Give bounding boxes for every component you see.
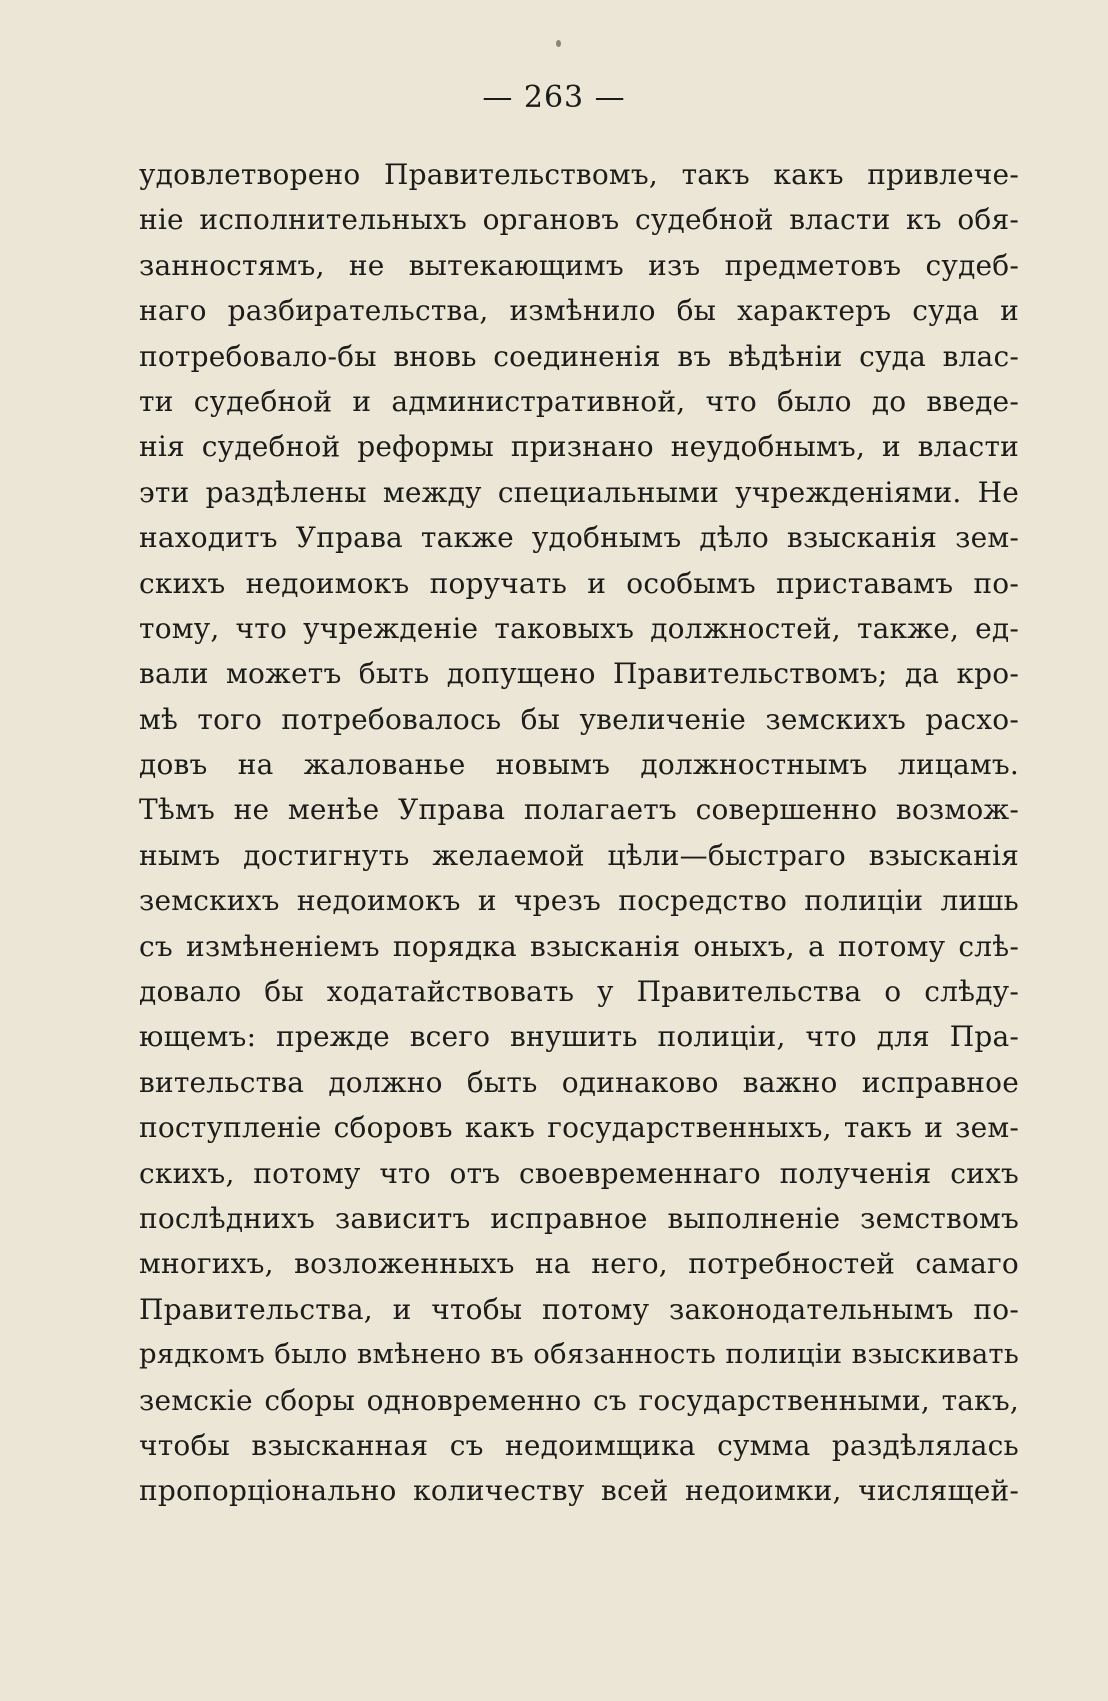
text-line: поступленіе сборовъ какъ государственныхъ, такъ и зем- [139, 1111, 1019, 1145]
text-line: ніе исполнительныхъ органовъ судебной власти къ обя- [139, 203, 1019, 237]
text-line: нія судебной реформы признано неудобнымъ, и власти [139, 430, 1019, 464]
text-line: нымъ достигнуть желаемой цѣли—быстраго взысканія [139, 838, 1019, 872]
text-line: земскіе сборы одновременно съ государственными, такъ, [139, 1383, 1019, 1417]
text-line: съ измѣненіемъ порядка взысканія оныхъ, а потому слѣ- [139, 929, 1019, 963]
text-line: занностямъ, не вытекающимъ изъ предметовъ судеб- [139, 248, 1019, 282]
text-line: тому, что учрежденіе таковыхъ должностей, также, ед- [139, 611, 1019, 645]
text-line: довало бы ходатайствовать у Правительства о слѣду- [139, 975, 1019, 1009]
text-line: скихъ, потому что отъ своевременнаго полученія сихъ [139, 1156, 1019, 1190]
ink-speck [556, 40, 561, 47]
text-line: потребовало-бы вновь соединенія въ вѣдѣніи суда влас- [139, 339, 1019, 373]
text-line: ющемъ: прежде всего внушить полиціи, что для Пра- [139, 1020, 1019, 1054]
text-line: чтобы взысканная съ недоимщика сумма раздѣлялась [139, 1428, 1019, 1462]
text-line: эти раздѣлены между специальными учрежденіями. Не [139, 475, 1019, 509]
text-line: Правительства, и чтобы потому законодательнымъ по- [139, 1292, 1019, 1326]
text-line: находитъ Управа также удобнымъ дѣло взысканія зем- [139, 521, 1019, 555]
text-line: земскихъ недоимокъ и чрезъ посредство полиціи лишь [139, 884, 1019, 918]
text-line: вали можетъ быть допущено Правительствомъ; да кро- [139, 657, 1019, 691]
text-line: удовлетворено Правительствомъ, такъ какъ привлече- [139, 158, 1019, 191]
text-line: довъ на жалованье новымъ должностнымъ лицамъ. [139, 748, 1019, 782]
text-line: вительства должно быть одинаково важно исправное [139, 1065, 1019, 1099]
text-line: послѣднихъ зависитъ исправное выполненіе земствомъ [139, 1201, 1019, 1235]
text-line: скихъ недоимокъ поручать и особымъ приставамъ по- [139, 566, 1019, 600]
text-line: мѣ того потребовалось бы увеличеніе земскихъ расхо- [139, 702, 1019, 736]
text-line: многихъ, возложенныхъ на него, потребностей самаго [139, 1247, 1019, 1281]
text-line: ти судебной и административной, что было до введе- [139, 384, 1019, 418]
page-number: — 263 — [482, 80, 626, 115]
body-text [139, 152, 1019, 1514]
text-line: наго разбирательства, измѣнило бы характеръ суда и [139, 294, 1019, 328]
text-line: пропорціонально количеству всей недоимки, числящей- [139, 1474, 1019, 1508]
text-line: Тѣмъ не менѣе Управа полагаетъ совершенно возмож- [139, 793, 1019, 827]
text-line: рядкомъ было вмѣнено въ обязанность полиціи взыскивать [139, 1338, 1019, 1371]
